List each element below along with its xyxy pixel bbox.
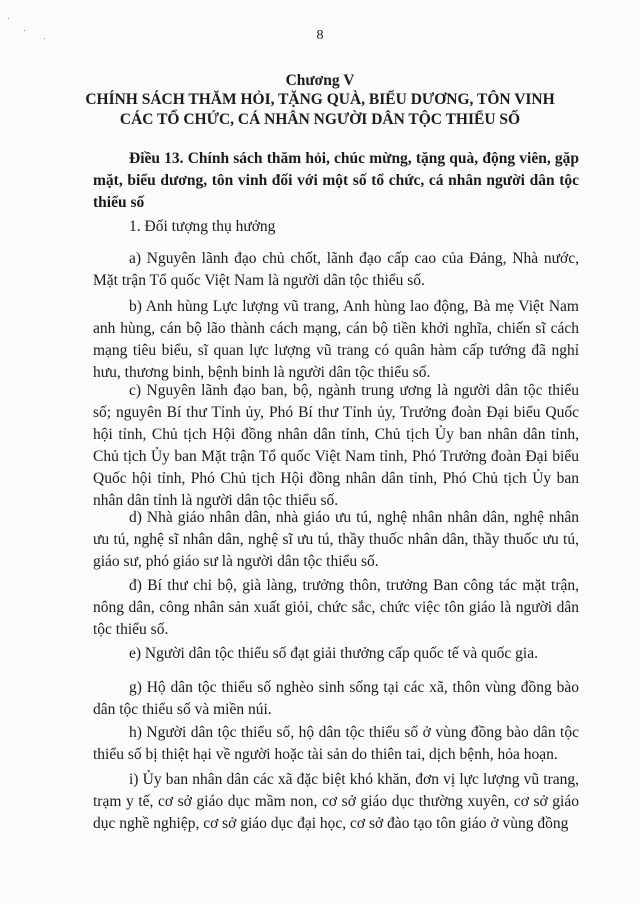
paragraph-h: h) Người dân tộc thiểu số, hộ dân tộc thiểu số ở vùng đồng bào dân tộc thiểu số bị thiệt hại về người hoặc tài sản do thiên tai, dịch bệnh, hỏa hoạn. — [93, 724, 579, 763]
paragraph-i: i) Ủy ban nhân dân các xã đặc biệt khó khăn, đơn vị lực lượng vũ trang, trạm y tế, cơ sở giáo dục mầm non, cơ sở giáo dục thường xuyên, cơ sở giáo dục nghề nghiệp, cơ sở giáo dục đại học, cơ sở đào tạo tôn giáo ở vùng đồng — [93, 771, 579, 832]
paragraph-e: e) Người dân tộc thiểu số đạt giải thưởng cấp quốc tế và quốc gia. — [129, 645, 538, 662]
paragraph-b: b) Anh hùng Lực lượng vũ trang, Anh hùng lao động, Bà mẹ Việt Nam anh hùng, cán bộ lão thành cách mạng, cán bộ tiền khởi nghĩa, chiến sĩ cách mạng tiêu biểu, sĩ quan lực lượng vũ trang có quân hàm cấp tướng đã nghỉ hưu, thương binh, bệnh binh là người dân tộc thiểu số. — [93, 298, 579, 381]
paragraph-c: c) Nguyên lãnh đạo ban, bộ, ngành trung ương là người dân tộc thiểu số; nguyên Bí thư Tỉnh ủy, Phó Bí thư Tỉnh ủy, Trưởng đoàn Đại biểu Quốc hội tỉnh, Chủ tịch Hội đồng nhân dân tỉnh, Chủ tịch Ủy ban nhân dân tỉnh, Chủ tịch Ủy ban Mặt trận Tổ quốc Việt Nam tỉnh, Phó Trưởng đoàn Đại biểu Quốc hội tỉnh, Phó Chủ tịch Hội đồng nhân dân tỉnh, Phó Chủ tịch Ủy ban nhân dân tỉnh là người dân tộc thiểu số. — [93, 382, 579, 509]
paragraph-g: g) Hộ dân tộc thiểu số nghèo sinh sống tại các xã, thôn vùng đồng bào dân tộc thiểu số và miền núi. — [93, 679, 579, 718]
article-heading: Điều 13. Chính sách thăm hỏi, chúc mừng, tặng quà, động viên, gặp mặt, biểu dương, tôn vinh đối với một số tổ chức, cá nhân người dân tộc thiểu số — [93, 150, 579, 211]
paragraph-1: 1. Đối tượng thụ hưởng — [129, 218, 276, 235]
scan-speck — [8, 18, 9, 19]
paragraph-a: a) Nguyên lãnh đạo chủ chốt, lãnh đạo cấp cao của Đảng, Nhà nước, Mặt trận Tổ quốc Việt Nam là người dân tộc thiểu số. — [93, 250, 579, 289]
chapter-title-line-1: CHÍNH SÁCH THĂM HỎI, TẶNG QUÀ, BIỂU DƯƠNG, TÔN VINH — [85, 91, 555, 108]
paragraph-d: d) Nhà giáo nhân dân, nhà giáo ưu tú, nghệ nhân nhân dân, nghệ nhân ưu tú, nghệ sĩ nhân dân, nghệ sĩ ưu tú, thầy thuốc nhân dân, thầy thuốc ưu tú, giáo sư, phó giáo sư là người dân tộc thiểu số. — [93, 509, 579, 570]
page-number: 8 — [316, 28, 324, 43]
paragraph-dd: đ) Bí thư chi bộ, già làng, trưởng thôn, trưởng Ban công tác mặt trận, nông dân, công nhân sản xuất giỏi, chức sắc, chức việc tôn giáo là người dân tộc thiểu số. — [93, 577, 579, 638]
chapter-title-line-2: CÁC TỔ CHỨC, CÁ NHÂN NGƯỜI DÂN TỘC THIỂU SỐ — [119, 111, 521, 128]
chapter-title — [60, 90, 580, 130]
chapter-label: Chương V — [285, 72, 355, 89]
